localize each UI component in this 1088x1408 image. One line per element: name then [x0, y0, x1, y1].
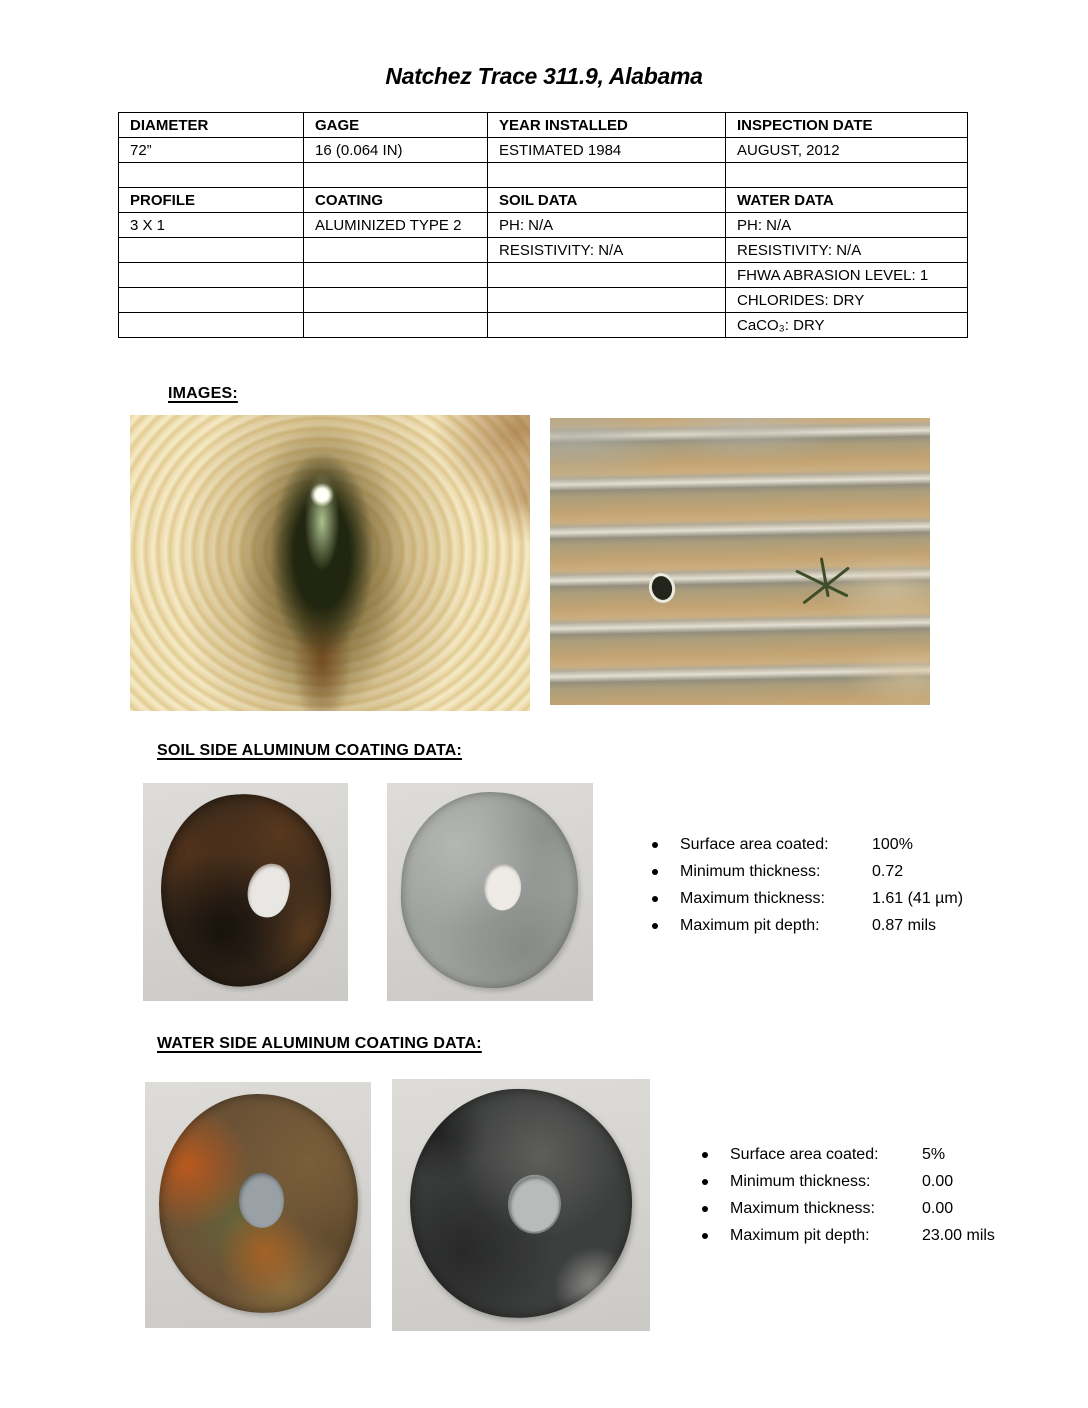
- table-cell: [488, 263, 726, 288]
- corrugation-closeup-photo: [550, 418, 930, 705]
- table-cell-profile: 3 X 1: [119, 213, 304, 238]
- metric-value: 0.87 mils: [872, 917, 937, 934]
- table-cell: [119, 238, 304, 263]
- metric-label: Surface area coated:: [680, 836, 829, 853]
- water-coating-data-list: [700, 1141, 995, 1249]
- pipe-perforation-hole: [645, 570, 678, 606]
- list-item: [700, 1195, 995, 1222]
- inspection-data-table: [118, 112, 968, 338]
- coupon-hole: [484, 862, 523, 910]
- table-row: [119, 213, 968, 238]
- table-cell: [304, 263, 488, 288]
- table-cell-gage-header: GAGE: [304, 113, 488, 138]
- coupon-disc: [155, 1091, 361, 1317]
- table-cell-soil-resistivity: RESISTIVITY: N/A: [488, 238, 726, 263]
- metric-label: Surface area coated:: [730, 1146, 879, 1163]
- page-title: Natchez Trace 311.9, Alabama: [385, 63, 703, 89]
- plant-sprig: [820, 557, 829, 597]
- table-cell-chlorides: CHLORIDES: DRY: [726, 288, 968, 313]
- table-cell-diameter-header: DIAMETER: [119, 113, 304, 138]
- table-cell-year-installed-header: YEAR INSTALLED: [488, 113, 726, 138]
- table-cell-coating: ALUMINIZED TYPE 2: [304, 213, 488, 238]
- table-cell: [119, 263, 304, 288]
- table-cell-water-ph: PH: N/A: [726, 213, 968, 238]
- list-item: [700, 1141, 995, 1168]
- soil-coating-heading: SOIL SIDE ALUMINUM COATING DATA:: [157, 742, 463, 759]
- list-item: [650, 912, 963, 939]
- list-item: [650, 831, 963, 858]
- table-cell: [726, 163, 968, 188]
- metric-label: Maximum thickness:: [680, 890, 825, 907]
- pipe-interior-photo: [130, 415, 530, 711]
- coupon-hole: [237, 1172, 285, 1228]
- table-cell-year-installed: ESTIMATED 1984: [488, 138, 726, 163]
- soil-coating-data-list: [650, 831, 963, 939]
- table-cell-caco3: CaCO₃: DRY: [726, 313, 968, 338]
- table-header-row: [119, 188, 968, 213]
- table-cell-profile-header: PROFILE: [119, 188, 304, 213]
- table-cell-diameter: 72”: [119, 138, 304, 163]
- table-cell: [119, 313, 304, 338]
- metric-value: 1.61 (41 µm): [872, 890, 964, 907]
- table-row: [119, 288, 968, 313]
- table-cell-gage: 16 (0.064 IN): [304, 138, 488, 163]
- coupon-disc: [155, 788, 338, 991]
- list-item: [650, 885, 963, 912]
- table-row-spacer: [119, 163, 968, 188]
- soil-coupon-coated-photo: [387, 783, 593, 1001]
- coupon-disc: [404, 1083, 638, 1324]
- metric-label: Maximum pit depth:: [680, 917, 820, 934]
- table-cell: [119, 288, 304, 313]
- table-cell: [304, 163, 488, 188]
- water-coupon-corroded-photo: [145, 1082, 371, 1328]
- table-row: [119, 263, 968, 288]
- metric-value: 100%: [872, 836, 913, 853]
- list-item: [650, 858, 963, 885]
- images-heading: IMAGES:: [168, 385, 238, 402]
- table-row: [119, 238, 968, 263]
- table-row: [119, 313, 968, 338]
- metric-value: 5%: [922, 1146, 946, 1163]
- table-cell: [488, 313, 726, 338]
- table-cell: [488, 163, 726, 188]
- coupon-disc: [398, 789, 582, 991]
- table-cell: [488, 288, 726, 313]
- metric-label: Minimum thickness:: [730, 1173, 871, 1190]
- soil-coupon-corroded-photo: [143, 783, 348, 1001]
- metric-value: 23.00 mils: [922, 1227, 995, 1244]
- table-cell-fhwa-abrasion: FHWA ABRASION LEVEL: 1: [726, 263, 968, 288]
- table-cell-inspection-date-header: INSPECTION DATE: [726, 113, 968, 138]
- table-header-row: [119, 113, 968, 138]
- metric-value: 0.00: [922, 1173, 954, 1190]
- table-row: [119, 138, 968, 163]
- metric-label: Maximum thickness:: [730, 1200, 875, 1217]
- metric-value: 0.00: [922, 1200, 954, 1217]
- metric-value: 0.72: [872, 863, 904, 880]
- table-cell-water-resistivity: RESISTIVITY: N/A: [726, 238, 968, 263]
- table-cell-inspection-date: AUGUST, 2012: [726, 138, 968, 163]
- metric-label: Maximum pit depth:: [730, 1227, 870, 1244]
- water-coupon-coated-photo: [392, 1079, 650, 1331]
- table-cell: [119, 163, 304, 188]
- table-cell-soil-data-header: SOIL DATA: [488, 188, 726, 213]
- table-cell: [304, 288, 488, 313]
- table-cell: [304, 238, 488, 263]
- coupon-hole: [508, 1176, 560, 1234]
- metric-label: Minimum thickness:: [680, 863, 821, 880]
- water-coating-heading: WATER SIDE ALUMINUM COATING DATA:: [157, 1035, 482, 1052]
- list-item: [700, 1222, 995, 1249]
- table-cell-soil-ph: PH: N/A: [488, 213, 726, 238]
- table-cell-water-data-header: WATER DATA: [726, 188, 968, 213]
- table-cell-coating-header: COATING: [304, 188, 488, 213]
- table-cell: [304, 313, 488, 338]
- list-item: [700, 1168, 995, 1195]
- coupon-hole: [244, 860, 294, 920]
